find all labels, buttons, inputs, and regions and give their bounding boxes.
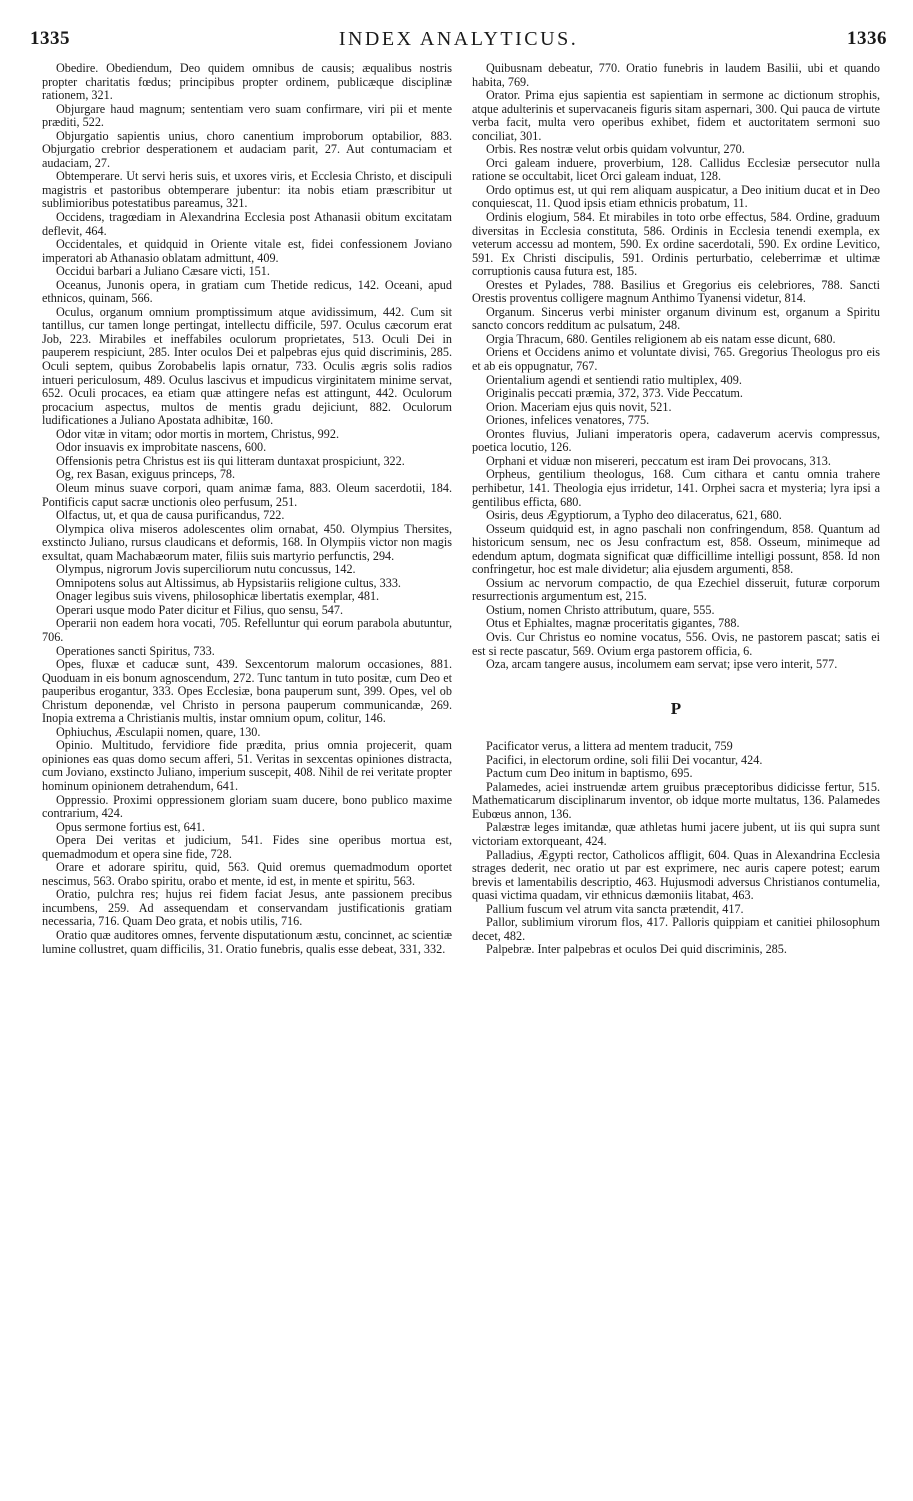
index-entry: Ophiuchus, Æsculapii nomen, quare, 130. [56,724,261,739]
index-entry: Orontes fluvius, Juliani imperatoris opera, cadaverum acervis compressus, poetica locutio, 126. [472,426,880,455]
page-header [30,28,887,54]
index-entry: Pactum cum Deo initum in baptismo, 695. [486,766,693,781]
page-number-right: 1336 [847,28,887,49]
index-entry: Ostium, nomen Christo attributum, quare, 555. [486,602,715,617]
index-entry: Orientalium agendi et sentiendi ratio multiplex, 409. [486,372,742,387]
index-entry: Originalis peccati præmia, 372, 373. Vide Peccatum. [486,386,743,401]
index-entry: Orare et adorare spiritu, quid, 563. Quid oremus quemadmodum oportet nescimus, 563. Orabo spiritu, orabo et mente, id est, in mente et spiritu, 563. [42,860,452,888]
index-entry: Odor vitæ in vitam; odor mortis in mortem, Christus, 992. [56,426,340,441]
index-entry: Otus et Ephialtes, magnæ proceritatis gigantes, 788. [486,616,740,631]
left-column [42,62,452,956]
index-entry: Ordo optimus est, ut qui rem aliquam auspicatur, a Deo initium ducat et in Deo conquiescat, 11. Quod ipsis etiam ethnicis probatum, 11. [472,182,880,211]
index-entry: Oppressio. Proximi oppressionem gloriam suam ducere, bono publico maxime contrarium, 424. [42,792,452,821]
right-column-o-entries [472,62,880,672]
index-entry: Orator. Prima ejus sapientia est sapientiam in sermone ac dictionum strophis, atque adulterinis et supervacaneis figuris sitam aspernari, 300. Qui pauca de virtute verba facit, multa vero operibus exhibet, fidem et auctoritatem sermoni suo conciliat, 301. [472,88,880,143]
index-entry: Pacifici, in electorum ordine, soli filii Dei vocantur, 424. [486,752,763,767]
index-entry: Orbis. Res nostræ velut orbis quidam volvuntur, 270. [486,142,745,157]
index-entry: Olympica oliva miseros adolescentes olim ornabat, 450. Olympius Thersites, exstincto Juliano, rursus claudicans et deformis, 168. In Olympiis victor non magis exsultat, quam Machabæorum mater, filiis suis martyrio perfunctis, 294. [42,521,452,563]
index-entry: Offensionis petra Christus est iis qui litteram duntaxat prospiciunt, 322. [56,453,405,468]
index-entry: Oleum minus suave corpori, quam animæ fama, 883. Oleum sacerdotii, 184. Pontificis caput sacræ unctionis oleo perfusum, 251. [42,480,452,509]
index-entry: Organum. Sincerus verbi minister organum divinum est, organum a Spiritu sancto concors redditum ac pulsatum, 248. [472,304,880,333]
index-entry: Occidentales, et quidquid in Oriente vitale est, fidei confessionem Joviano imperatori ab Athanasio oblatam admittunt, 409. [42,237,452,265]
index-entry: Oriens et Occidens animo et voluntate divisi, 765. Gregorius Theologus pro eis et ab eis oppugnatur, 767. [472,345,880,374]
index-entry: Operari usque modo Pater dicitur et Filius, quo sensu, 547. [56,602,344,617]
index-entry: Quibusnam debeatur, 770. Oratio funebris in laudem Basilii, ubi et quando habita, 769. [472,61,880,89]
index-entry: Olympus, nigrorum Jovis superciliorum nutu concussus, 142. [56,562,356,577]
index-entry: Omnipotens solus aut Altissimus, ab Hypsistariis religione cultus, 333. [56,575,401,590]
index-entry: Orpheus, gentilium theologus, 168. Cum cithara et cantu omnia trahere perhibetur, 141. Theologia ejus irridetur, 141. Orphei sacra et mysteria; lyra ipsi a gentilibus efficta, 680. [472,467,880,509]
index-entry: Olfactus, ut, et qua de causa purificandus, 722. [56,508,285,523]
right-column [472,62,880,957]
index-entry: Og, rex Basan, exiguus princeps, 78. [56,467,236,482]
index-entry: Oratio, pulchra res; hujus rei fidem faciat Jesus, ante passionem precibus incumbens, 259. Ad assequendam et conservandam justificationis gratiam necessaria, 716. Quam Deo grata, et nobis utilis, 716. [42,887,452,929]
index-entry: Objurgare haud magnum; sententiam vero suam confirmare, viri pii et mente præditi, 522. [42,101,452,130]
index-entry: Oculus, organum omnium promptissimum atque avidissimum, 442. Cum sit tantillus, cur tamen longe pertingat, intellectu difficile, 597. Oculus cæcorum erat Job, 223. Mirabiles et ineffabiles oculorum proprietates, 513. Oculi Dei in pauperem respiciunt, 285. Inter oculos Dei et palpebras ejus quid discriminis, 285. Oculi septem, quibus Zorobabelis lapis ornatur, 733. Oculis ægris solis radios intueri periculosum, 489. Oculus lascivus et impudicus virginitatem minime servat, 652. Oculi procaces, ea etiam quæ attingere nefas est attingunt, 442. Oculorum procacium aspectus, multos de mentis gradu dejiciunt, 882. Oculorum ludificationes a Juliano Apostata adhibitæ, 160. [42,304,452,428]
index-entry: Oratio quæ auditores omnes, fervente disputationum æstu, concinnet, ac scientiæ lumine collustret, quam difficilis, 31. Oratio funebris, qualis esse debeat, 331, 332. [42,928,452,956]
index-entry: Ordinis elogium, 584. Et mirabiles in toto orbe effectus, 584. Ordine, graduum diversitas in Ecclesia constituta, 586. Ordinis in Ecclesia tenendi exempla, ex veterum accessu ad montem, 590. Ex ordine sacerdotali, 590. Ex ordine Levitico, 591. Ex Christi discipulis, 591. Ordinis perturbatio, celeberrimæ et ultimæ corruptionis causa futura est, 185. [472,210,880,279]
index-entry: Occidui barbari a Juliano Cæsare victi, 151. [56,264,270,279]
index-entry: Opes, fluxæ et caducæ sunt, 439. Sexcentorum malorum occasiones, 881. Quoduam in eis bonum agnoscendum, 272. Tunc tantum in tuto positæ, cum Deo et pauperibus erogantur, 333. Opes Ecclesiæ, bona pauperum sunt, 399. Opes, vel ob Christum deponendæ, vel Christo in persona pauperum communicandæ, 269. Inopia extrema a Christianis multis, instar omnium opum, colitur, 146. [42,657,452,726]
index-entry: Pallor, sublimium virorum flos, 417. Palloris quippiam et canitiei philosophum decet, 482. [472,915,880,943]
index-entry: Operarii non eadem hora vocati, 705. Refelluntur qui eorum parabola abutuntur, 706. [42,616,452,644]
index-entry: Obtemperare. Ut servi heris suis, et uxores viris, et Ecclesia Christo, et discipuli magistris et pastoribus obtemperare jubentur: ita nobis etiam præscribitur ut sublimioribus potestatibus pareamus, 321. [42,169,452,211]
page-number-left: 1335 [30,28,70,49]
running-title: INDEX ANALYTICUS. [338,28,579,50]
index-entry: Pacificator verus, a littera ad mentem traducit, 759 [486,739,733,754]
section-letter: P [670,698,682,718]
index-entry: Pallium fuscum vel atrum vita sancta prætendit, 417. [486,901,744,916]
index-entry: Palladius, Ægypti rector, Catholicos affligit, 604. Quas in Alexandrina Ecclesia strages dederit, nec oratio ut par est exprimere, nec auris capere potest; earum brevis et lamentabilis descriptio, 463. Hujusmodi adversus Christianos contumelia, quasi victima quadam, vir ethnicus dæmoniis litabat, 463. [472,847,880,903]
index-entry: Osiris, deus Ægyptiorum, a Typho deo dilaceratus, 621, 680. [486,508,782,523]
index-entry: Occidens, tragœdiam in Alexandrina Ecclesia post Athanasii obitum excitatam deflevit, 464. [42,210,452,238]
index-entry: Oza, arcam tangere ausus, incolumem eam servat; ipse vero interit, 577. [486,657,838,672]
index-entry: Orphani et viduæ non misereri, peccatum est iram Dei provocans, 313. [486,453,831,468]
index-entry: Orgia Thracum, 680. Gentiles religionem ab eis natam esse dicunt, 680. [486,331,836,346]
index-entry: Ovis. Cur Christus eo nomine vocatus, 556. Ovis, ne pastorem pascat; satis ei est si recte pascatur, 569. Ovium erga pastorem officia, 6. [472,629,880,658]
index-entry: Opinio. Multitudo, fervidiore fide prædita, prius omnia projecerit, quam opiniones eas quas domo secum afferi, 51. Veritas in sexcentas opiniones distracta, cum Joviano, exstincto Juliano, imperium suscepit, 408. Nihil de rei veritate propter hominum opinionem detrahendum, 641. [42,738,452,793]
index-entry: Osseum quidquid est, in agno paschali non confringendum, 858. Quantum ad historicum sensum, nec os Jesu confractum est, 858. Osseum, minimeque ad edendum aptum, dogmata significat quæ difficillime intelligi possunt, 858. Id non confringetur, hoc est male dividetur; alia ejusdem argumenti, 858. [472,521,880,577]
index-entry: Palæstræ leges imitandæ, quæ athletas humi jacere jubent, ut iis qui supra sunt victoriam extorqueant, 424. [472,820,880,848]
index-entry: Orestes et Pylades, 788. Basilius et Gregorius eis celebriores, 788. Sancti Orestis proventus colligere magnum Anthimo Tyanensi videtur, 814. [472,277,880,306]
index-entry: Opus sermone fortius est, 641. [56,819,205,834]
index-entry: Odor insuavis ex improbitate nascens, 600. [56,440,267,455]
index-entry: Orci galeam induere, proverbium, 128. Callidus Ecclesiæ persecutor nulla ratione se occultabit, licet Orci galeam induat, 128. [472,155,880,184]
index-entry: Operationes sancti Spiritus, 733. [56,643,215,658]
index-entry: Objurgatio sapientis unius, choro canentium improborum optabilior, 883. Objurgatio crebrior desperationem et audaciam parit, 27. Aut contumaciam et audaciam, 27. [42,128,452,170]
index-entry: Ossium ac nervorum compactio, de qua Ezechiel disseruit, futuræ corporum resurrectionis argumentum est, 215. [472,575,880,604]
index-entry: Opera Dei veritas et judicium, 541. Fides sine operibus mortua est, quemadmodum et opera sine fide, 728. [42,833,452,861]
index-entry: Oceanus, Junonis opera, in gratiam cum Thetide redicus, 142. Oceani, apud ethnicos, quinam, 566. [42,277,452,306]
index-entry: Palpebræ. Inter palpebras et oculos Dei quid discriminis, 285. [486,942,787,957]
index-entry: Obedire. Obediendum, Deo quidem omnibus de causis; æqualibus nostris propter charitatis fœdus; principibus propter ordinem, publicæque disciplinæ rationem, 321. [42,61,452,103]
index-entry: Orion. Maceriam ejus quis novit, 521. [486,399,672,414]
index-entry: Onager legibus suis vivens, philosophicæ libertatis exemplar, 481. [56,589,380,604]
index-entry: Oriones, infelices venatores, 775. [486,413,650,428]
index-entry: Palamedes, aciei instruendæ artem gruibus præceptoribus didicisse fertur, 515. Mathematicarum disciplinarum inventor, ob idque morte multatus, 136. Palamedes Eubœus annon, 136. [472,779,880,821]
right-column-p-entries [472,740,880,957]
